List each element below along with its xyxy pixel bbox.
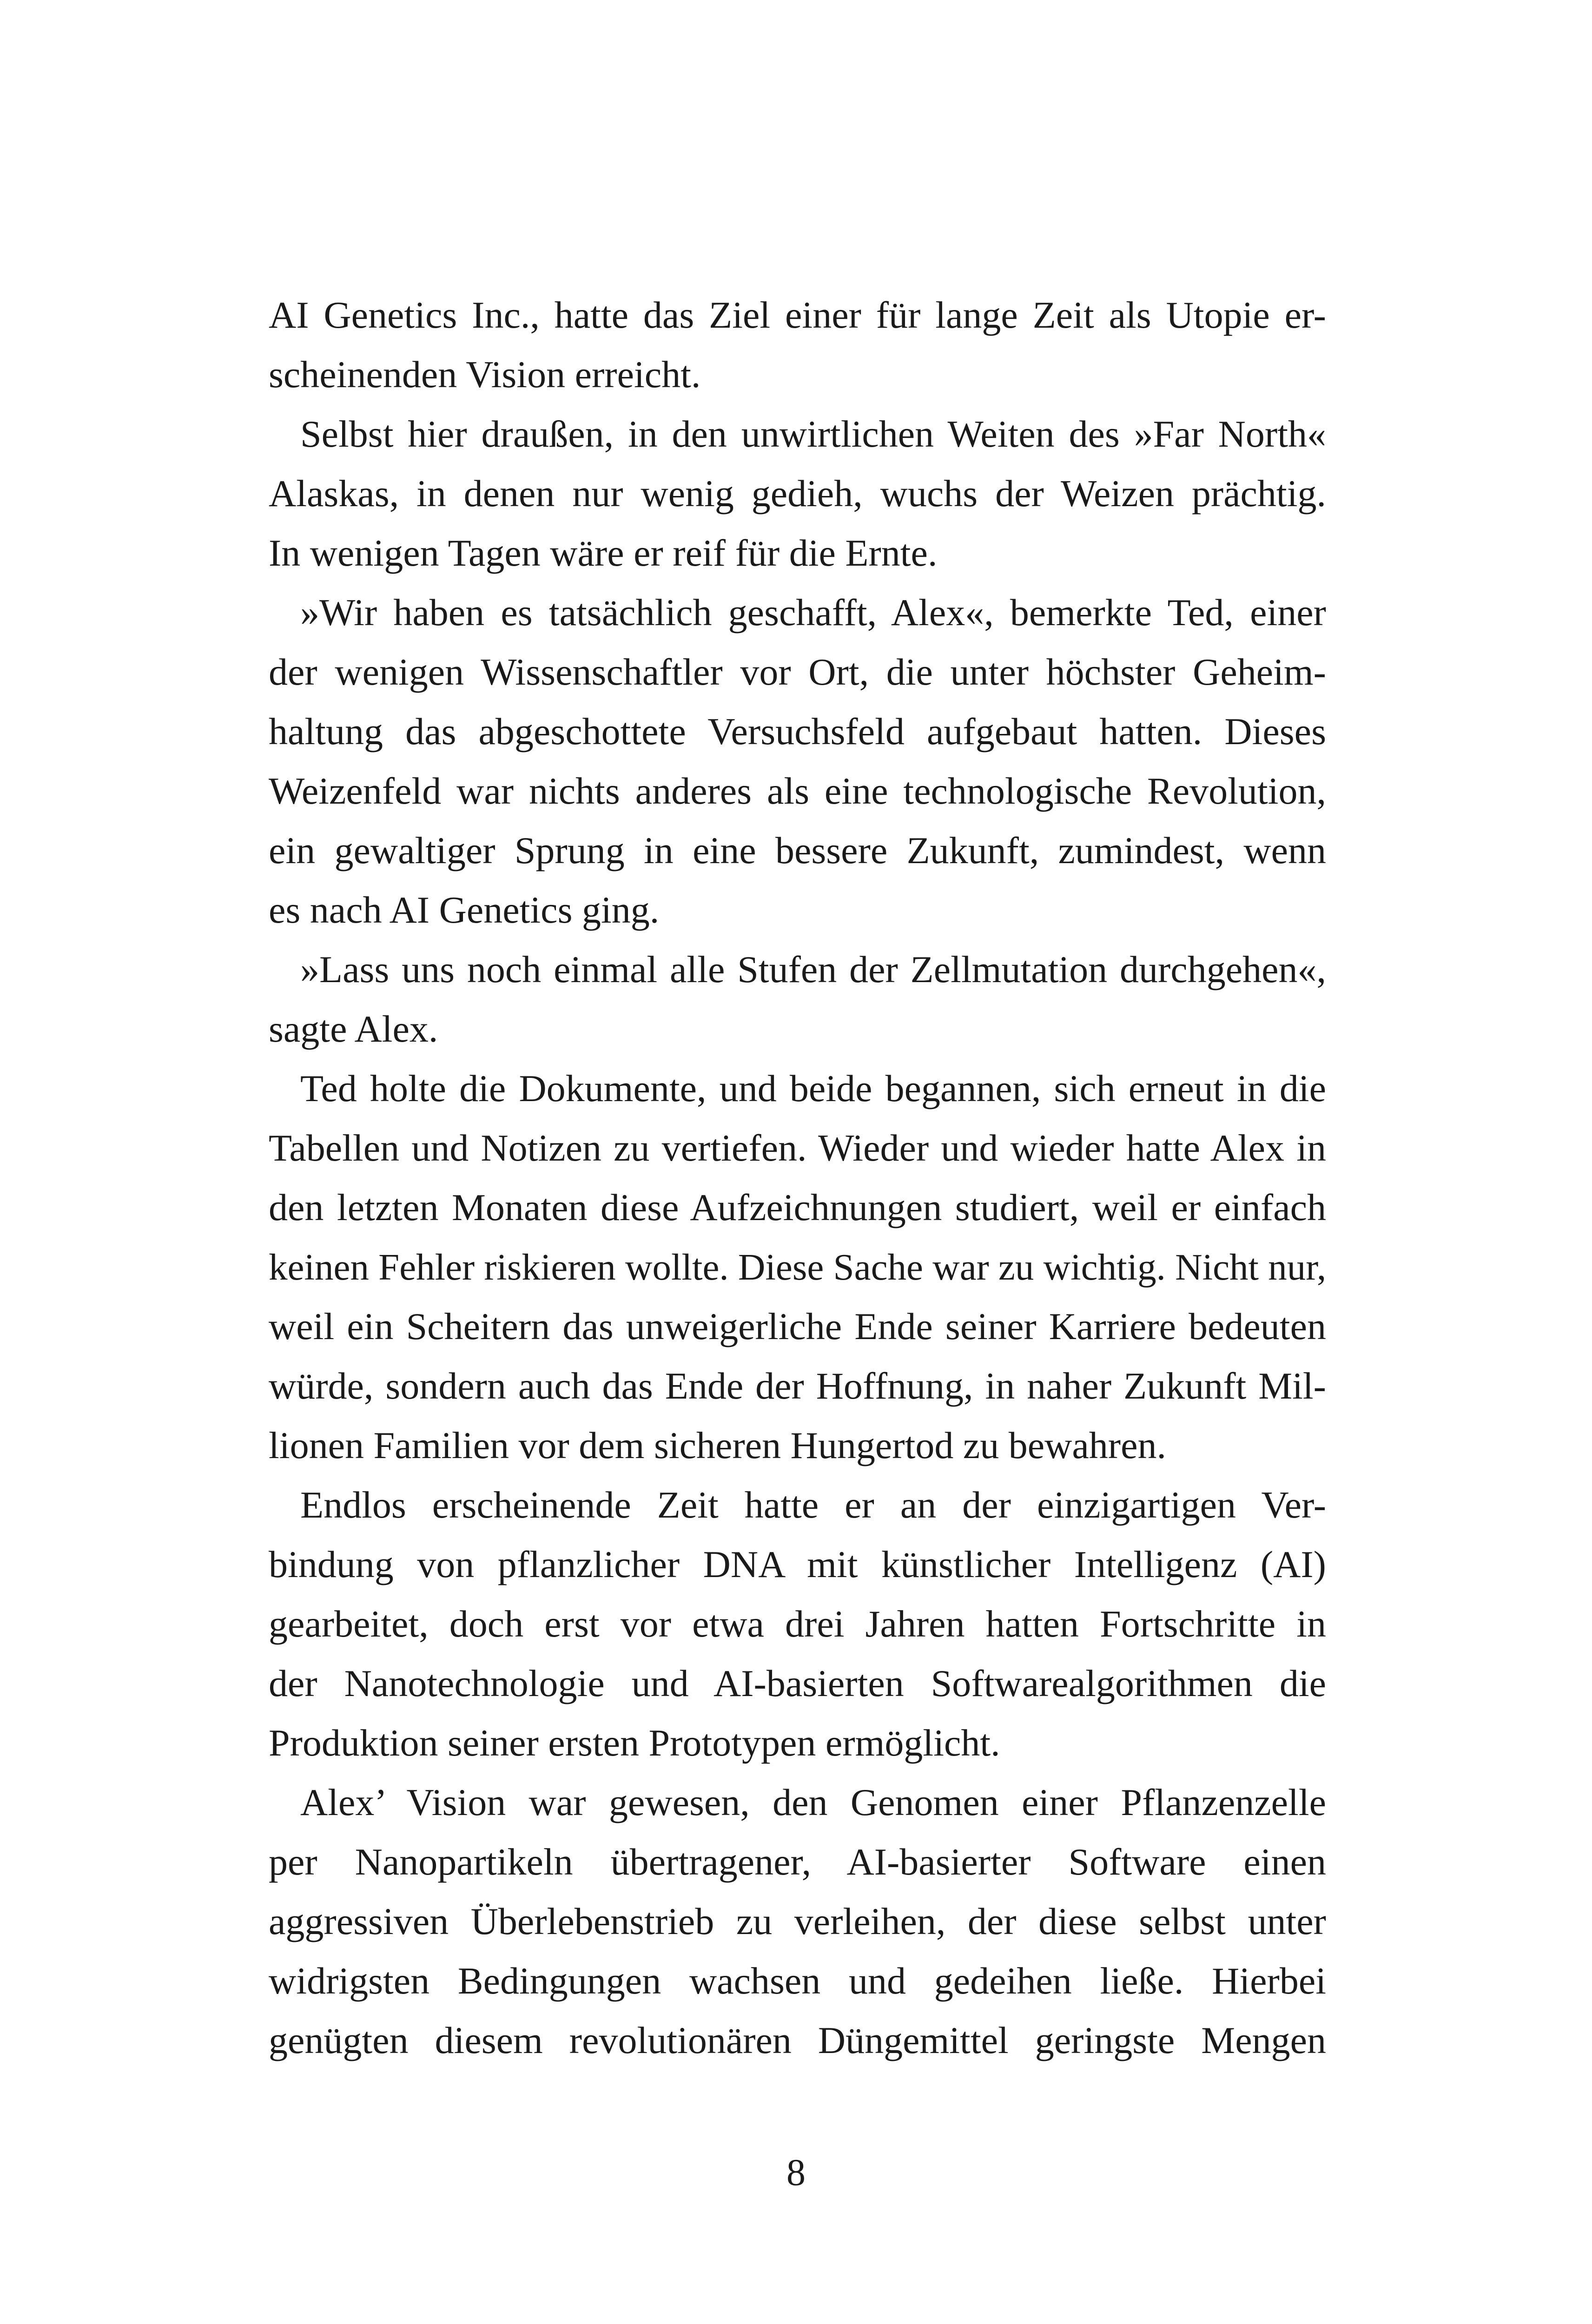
text-line: keinen Fehler riskieren wollte. Diese Sache war zu wichtig. Nicht nur, [269,1246,1327,1288]
body-text [269,285,1326,2070]
text-line: Produktion seiner ersten Prototypen ermöglicht. [269,1722,1000,1764]
text-line: genügten diesem revolutionären Düngemittel geringste Mengen [269,2019,1326,2061]
text-line: In wenigen Tagen wäre er reif für die Ernte. [269,532,938,574]
text-line: bindung von pflanzlicher DNA mit künstlicher Intelligenz (AI) [269,1543,1326,1585]
text-line: den letzten Monaten diese Aufzeichnungen studiert, weil er einfach [269,1186,1326,1228]
text-line: widrigsten Bedingungen wachsen und gedeihen ließe. Hierbei [269,1960,1326,2002]
text-line: sagte Alex. [269,1008,438,1050]
page-number: 8 [786,2151,806,2193]
text-line: Alex’ Vision war gewesen, den Genomen einer Pflanzenzelle [300,1781,1326,1823]
text-line: lionen Familien vor dem sicheren Hungertod zu bewahren. [269,1424,1166,1466]
text-line: »Lass uns noch einmal alle Stufen der Zellmutation durchgehen«, [300,948,1326,990]
text-line: gearbeitet, doch erst vor etwa drei Jahren hatten Fortschritte in [269,1603,1326,1645]
text-line: Weizenfeld war nichts anderes als eine technologische Revolution, [269,770,1326,812]
text-line: würde, sondern auch das Ende der Hoffnung, in naher Zukunft Mil- [269,1365,1326,1407]
text-line: weil ein Scheitern das unweigerliche Ende seiner Karriere bedeuten [269,1305,1326,1347]
text-line: Endlos erscheinende Zeit hatte er an der einzigartigen Ver- [300,1484,1326,1526]
text-line: Selbst hier draußen, in den unwirtlichen Weiten des »Far North« [300,413,1326,455]
text-line: es nach AI Genetics ging. [269,889,660,931]
text-line: per Nanopartikeln übertragener, AI-basierter Software einen [269,1841,1326,1883]
text-line: AI Genetics Inc., hatte das Ziel einer für lange Zeit als Utopie er- [269,294,1326,336]
text-line: der wenigen Wissenschaftler vor Ort, die unter höchster Geheim- [269,651,1326,693]
text-line: Alaskas, in denen nur wenig gedieh, wuchs der Weizen prächtig. [269,472,1326,515]
text-line: ein gewaltiger Sprung in eine bessere Zukunft, zumindest, wenn [269,829,1326,872]
text-line: der Nanotechnologie und AI-basierten Softwarealgorithmen die [269,1662,1326,1704]
text-line: »Wir haben es tatsächlich geschafft, Alex«, bemerkte Ted, einer [300,591,1326,634]
text-line: Tabellen und Notizen zu vertiefen. Wieder und wieder hatte Alex in [269,1127,1326,1169]
text-line: scheinenden Vision erreicht. [269,353,701,396]
text-line: Ted holte die Dokumente, und beide begannen, sich erneut in die [300,1067,1326,1109]
text-line: aggressiven Überlebenstrieb zu verleihen, der diese selbst unter [269,1900,1326,1942]
text-line: haltung das abgeschottete Versuchsfeld aufgebaut hatten. Dieses [269,710,1326,753]
